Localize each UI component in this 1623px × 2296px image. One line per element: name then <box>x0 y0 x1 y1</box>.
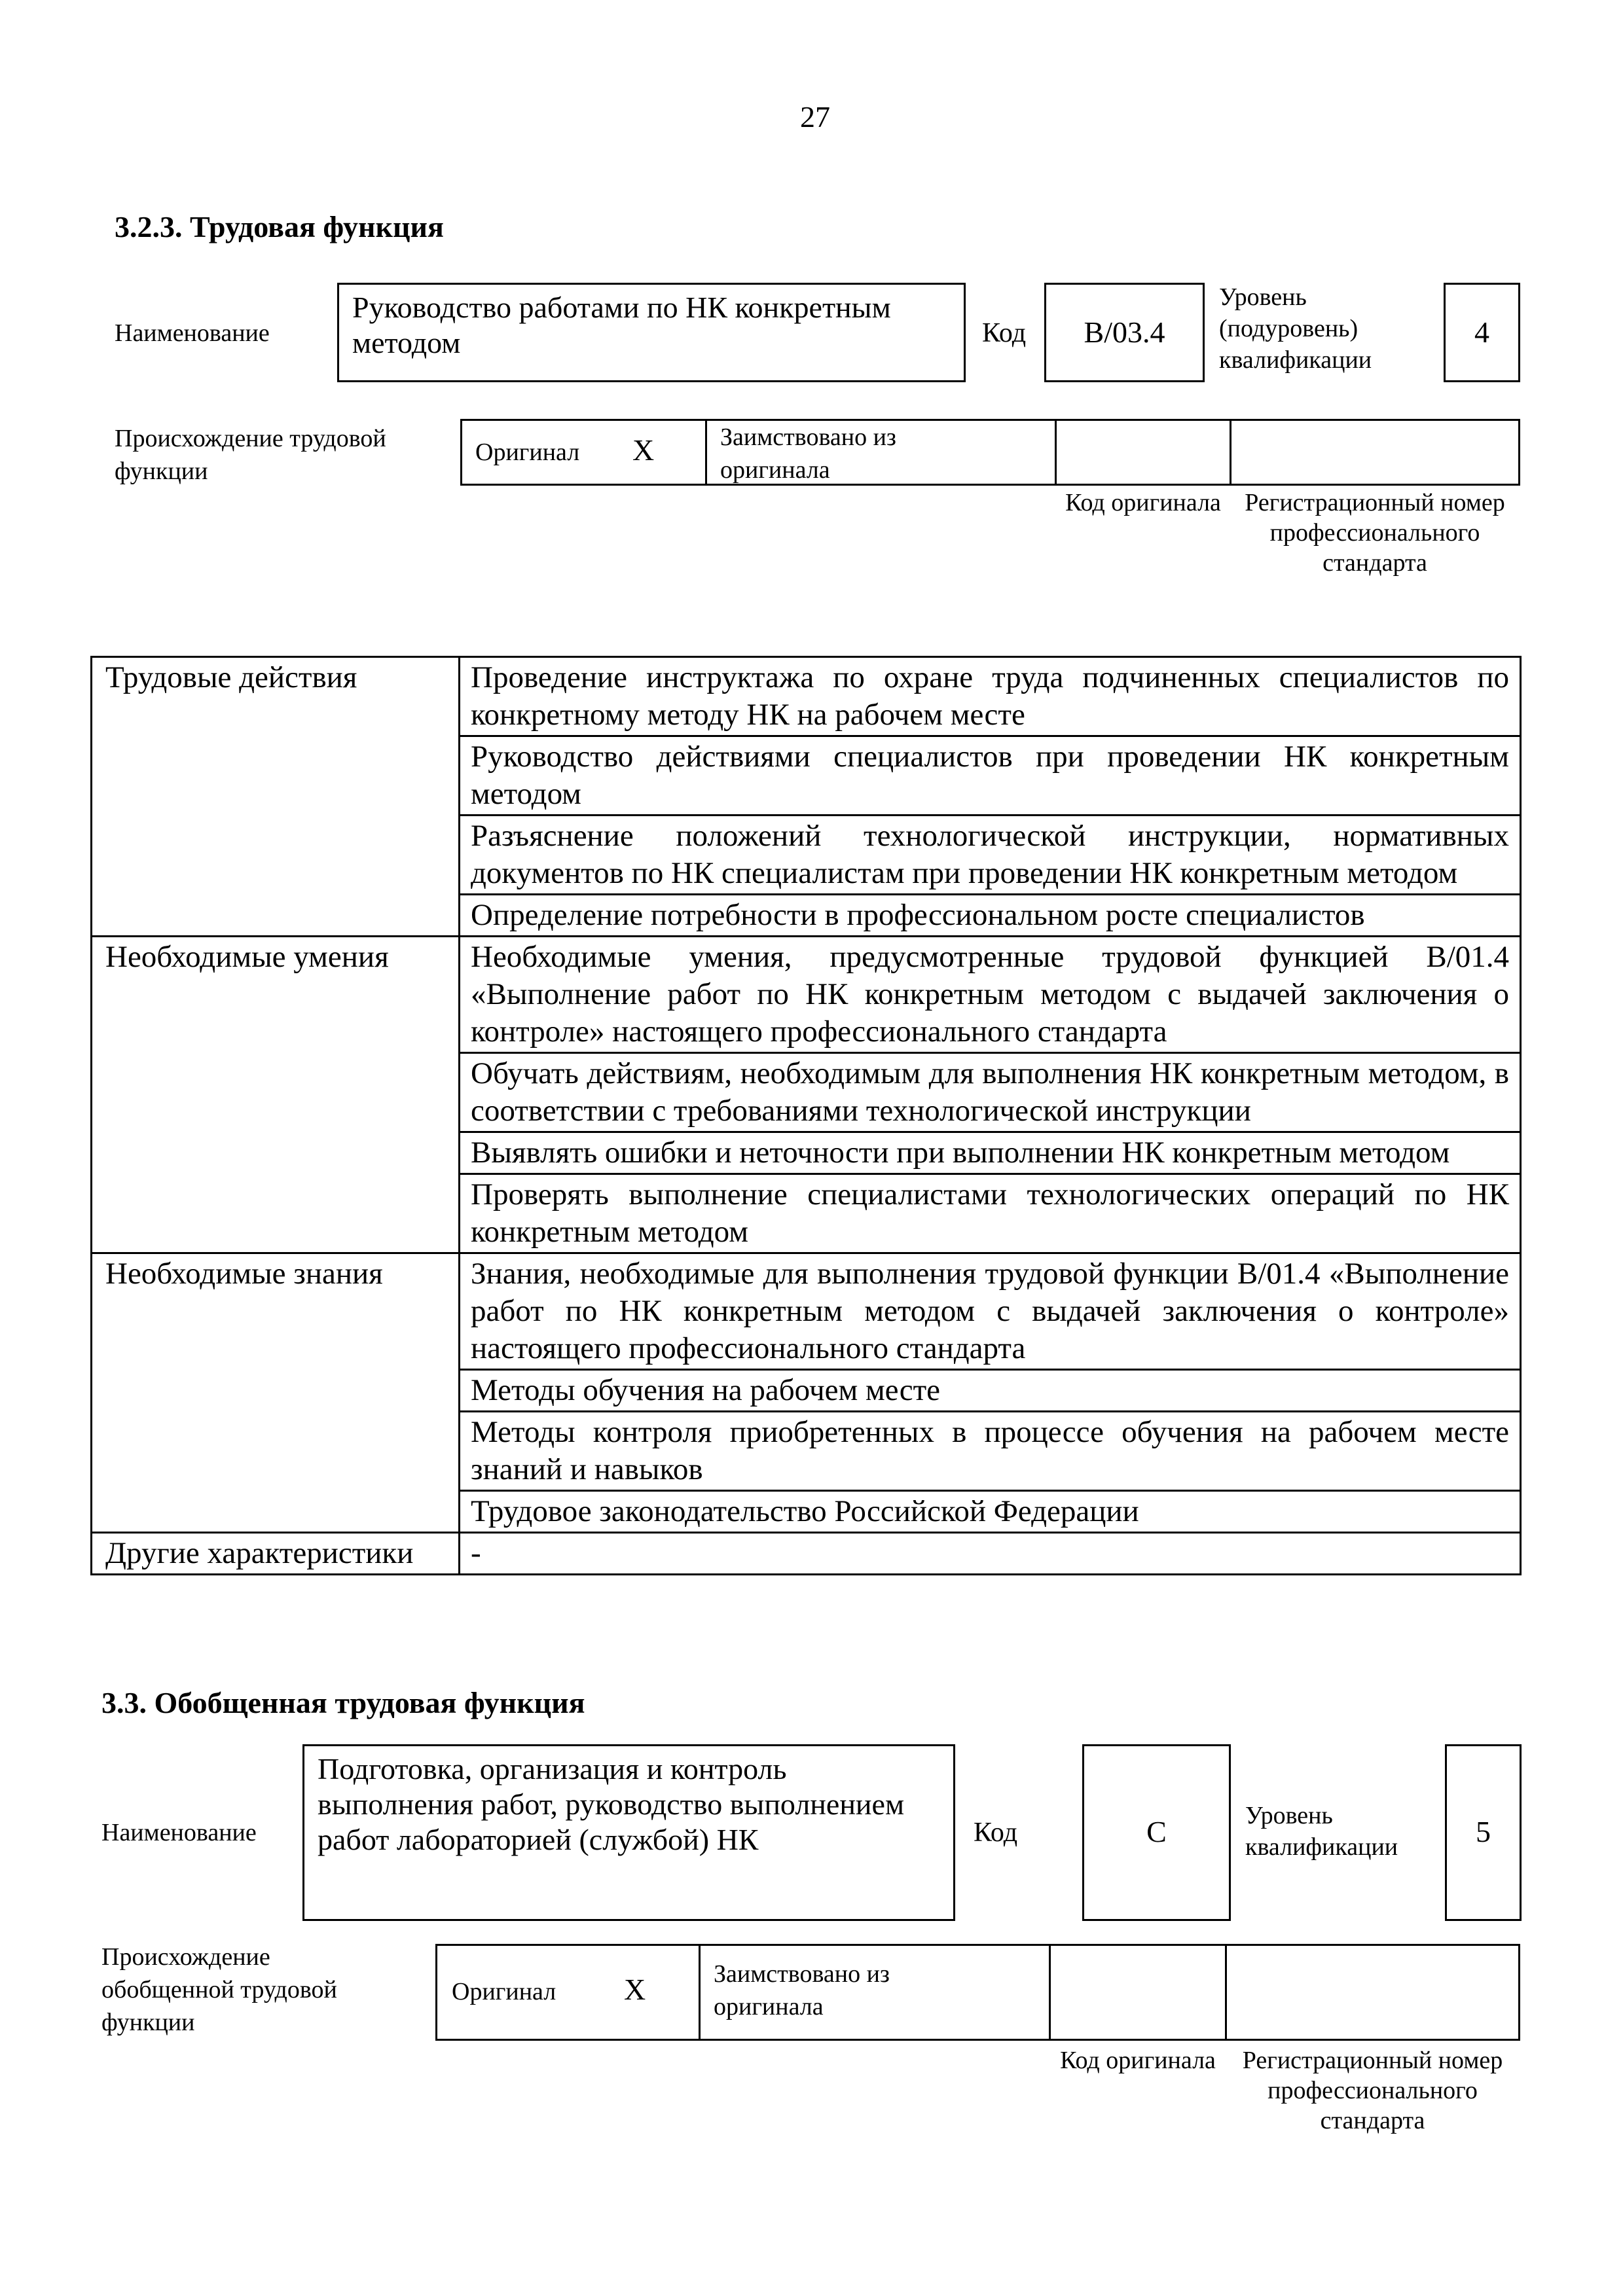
name-label-2: Наименование <box>101 1819 257 1846</box>
orig-code-caption-2: Код оригинала <box>1060 2047 1216 2074</box>
borrowed-label: Заимствовано из оригинала <box>720 423 896 484</box>
page-number: 27 <box>800 100 830 134</box>
code-label-2: Код <box>974 1818 1018 1848</box>
original-label: Оригинал <box>475 439 580 466</box>
original-code-cell-2 <box>1049 1944 1227 2041</box>
level-label-2: Уровень квалификации <box>1245 1802 1398 1861</box>
code-value-2: C <box>1082 1744 1231 1921</box>
row-head-actions: Трудовые действия <box>92 657 460 937</box>
table-cell: Методы обучения на рабочем месте <box>460 1370 1521 1412</box>
row-head-knowledge: Необходимые знания <box>92 1253 460 1533</box>
origin-label: Происхождение трудовой функции <box>115 425 386 485</box>
name-label: Наименование <box>115 319 270 347</box>
table-cell: Выявлять ошибки и неточности при выполнении НК конкретным методом <box>460 1132 1521 1174</box>
borrowed-cell <box>705 419 1057 486</box>
table-cell: Руководство действиями специалистов при проведении НК конкретным методом <box>460 736 1521 816</box>
table-cell: Разъяснение положений технологической инструкции, нормативных документов по НК специалистам при проведении НК конкретным методом <box>460 816 1521 895</box>
table-cell: Обучать действиям, необходимым для выполнения НК конкретным методом, в соответствии с требованиями технологической инструкции <box>460 1053 1521 1132</box>
name-value: Руководство работами по НК конкретным методом <box>337 283 966 382</box>
table-cell: Необходимые умения, предусмотренные трудовой функцией B/01.4 «Выполнение работ по НК конкретным методом с выдачей заключения о контроле» настоящего профессионального стандарта <box>460 937 1521 1053</box>
level-value: 4 <box>1444 283 1520 382</box>
reg-number-caption: Регистрационный номер профессионального стандарта <box>1245 489 1505 577</box>
code-value: B/03.4 <box>1044 283 1205 382</box>
row-head-other: Другие характеристики <box>92 1533 460 1575</box>
row-head-skills: Необходимые умения <box>92 937 460 1253</box>
table-row <box>92 1253 1521 1370</box>
table-cell: Проведение инструктажа по охране труда подчиненных специалистов по конкретному методу НК на рабочем месте <box>460 657 1521 736</box>
level-value-2: 5 <box>1445 1744 1522 1921</box>
borrowed-label-2: Заимствовано из оригинала <box>714 1960 890 2020</box>
section-heading-2: 3.3. Обобщенная трудовая функция <box>101 1686 585 1719</box>
original-cell-2 <box>435 1944 701 2041</box>
table-cell: Определение потребности в профессиональном росте специалистов <box>460 895 1521 937</box>
table-row <box>92 657 1521 736</box>
section-heading: 3.2.3. Трудовая функция <box>115 210 444 243</box>
table-cell: Знания, необходимые для выполнения трудовой функции B/01.4 «Выполнение работ по НК конкретным методом с выдачей заключения о контроле» настоящего профессионального стандарта <box>460 1253 1521 1370</box>
table-row <box>92 1533 1521 1575</box>
table-cell: - <box>460 1533 1521 1575</box>
code-label: Код <box>982 318 1027 348</box>
original-label-2: Оригинал <box>452 1978 556 2005</box>
original-code-cell <box>1055 419 1231 486</box>
name-value-2: Подготовка, организация и контроль выполнения работ, руководство выполнением работ лабораторией (службой) НК <box>302 1744 955 1921</box>
reg-number-cell-2 <box>1225 1944 1520 2041</box>
origin-label-2: Происхождение обобщенной трудовой функции <box>101 1943 337 2036</box>
level-label: Уровень (подуровень) квалификации <box>1219 283 1372 374</box>
orig-code-caption: Код оригинала <box>1065 489 1221 516</box>
borrowed-cell-2 <box>699 1944 1051 2041</box>
table-cell: Трудовое законодательство Российской Федерации <box>460 1491 1521 1533</box>
reg-number-cell <box>1230 419 1520 486</box>
table-cell: Методы контроля приобретенных в процессе обучения на рабочем месте знаний и навыков <box>460 1412 1521 1491</box>
reg-number-caption-2: Регистрационный номер профессионального стандарта <box>1242 2047 1503 2134</box>
function-table <box>90 656 1522 1575</box>
original-mark: X <box>632 433 655 467</box>
original-mark-2: X <box>624 1973 646 2006</box>
table-cell: Проверять выполнение специалистами технологических операций по НК конкретным методом <box>460 1174 1521 1253</box>
original-cell <box>460 419 707 486</box>
table-row <box>92 937 1521 1053</box>
